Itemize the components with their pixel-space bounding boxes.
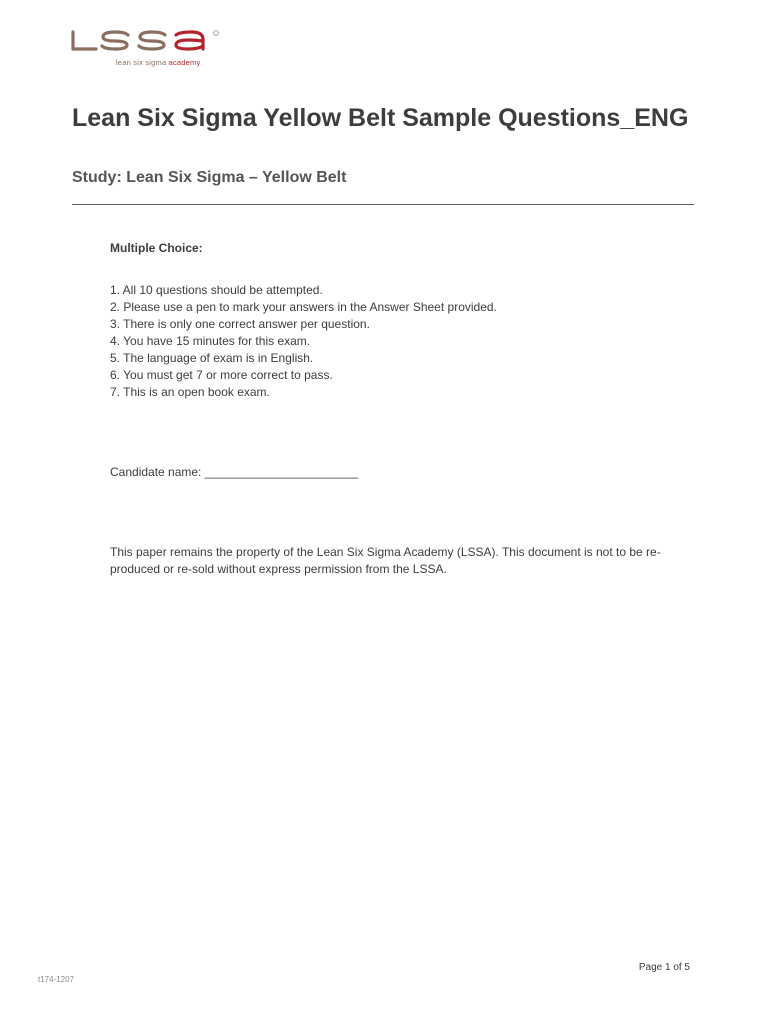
document-title: Lean Six Sigma Yellow Belt Sample Questions_ENG [72,104,689,132]
candidate-name-field: Candidate name: _______________________ [110,465,359,479]
instruction-item: 3. There is only one correct answer per question. [110,317,370,331]
lssa-logo [70,28,230,72]
section-heading: Multiple Choice: [110,241,203,255]
instruction-item: 4. You have 15 minutes for this exam. [110,334,311,348]
document-code: t174-1207 [38,975,75,984]
lssa-logo-mark [70,28,230,56]
page-number: Page 1 of 5 [638,962,690,973]
instruction-item: 2. Please use a pen to mark your answers in the Answer Sheet provided. [110,300,497,314]
instructions-list [110,282,497,401]
copyright-notice: This paper remains the property of the Lean Six Sigma Academy (LSSA). This document is not to be re-produced or re-sold without express permission from the LSSA. [110,545,661,576]
logo-tagline-text: lean six sigma [116,58,169,67]
document-subtitle: Study: Lean Six Sigma – Yellow Belt [72,169,347,186]
instruction-item: 5. The language of exam is in English. [110,351,314,365]
instruction-item: 7. This is an open book exam. [110,385,270,399]
logo-tagline-accent: academy [168,58,201,67]
instruction-item: 6. You must get 7 or more correct to pass. [110,368,333,382]
header-divider [72,204,694,205]
logo-tagline [116,58,200,67]
instruction-item: 1. All 10 questions should be attempted. [110,283,323,297]
